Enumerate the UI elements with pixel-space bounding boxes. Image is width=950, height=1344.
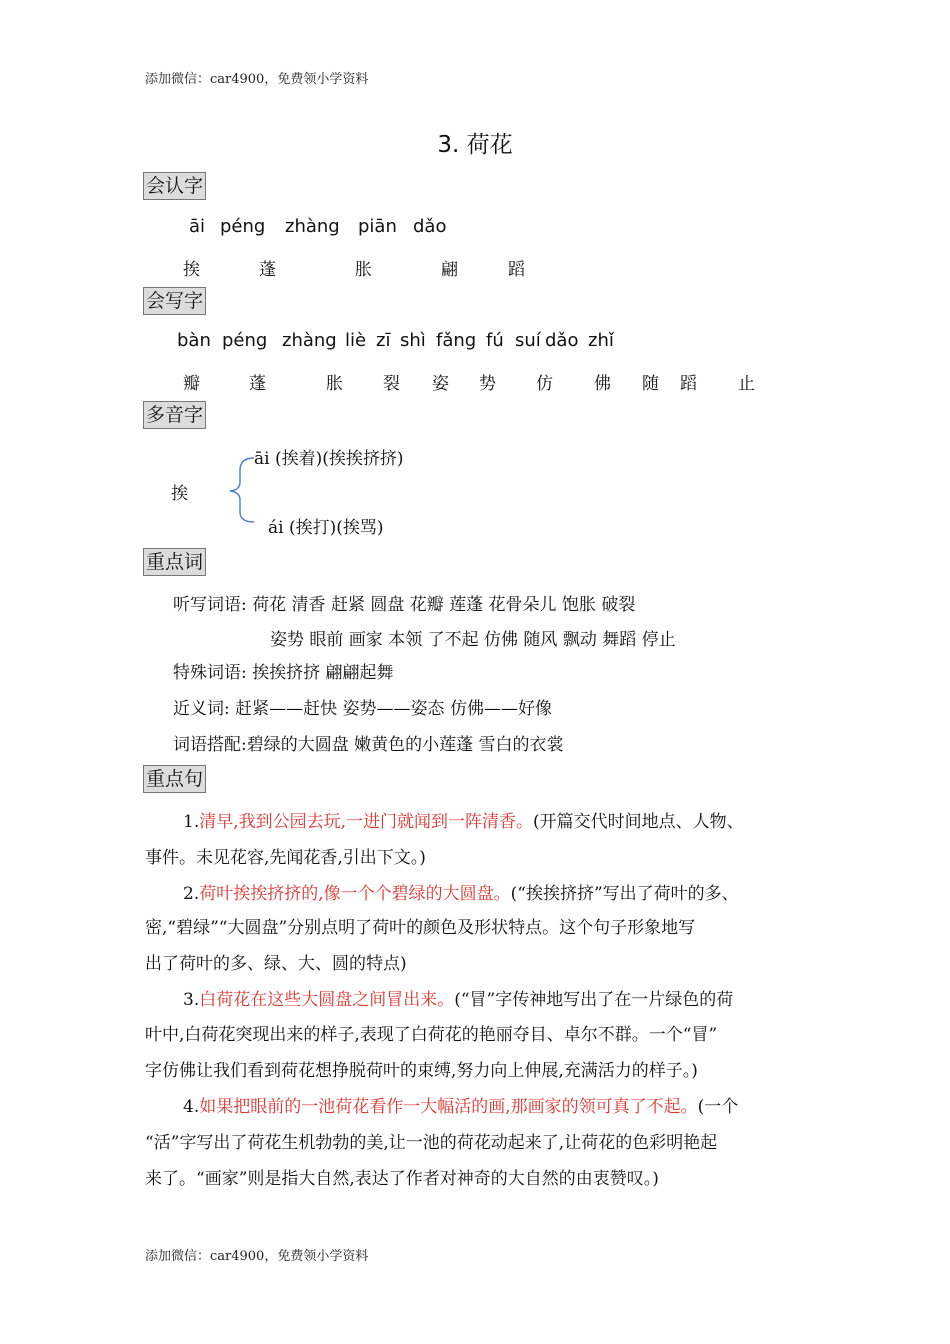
polyphone-reading-1: āi (挨着)(挨挨挤挤) [254,449,404,469]
sentence-4-note-line-2: 来了。“画家”则是指大自然,表达了作者对神奇的大自然的由衷赞叹。) [145,1169,659,1189]
write-char-11: 止 [738,374,755,394]
key-sentence-2 [183,879,739,904]
sentence-number: 1. [183,812,200,832]
write-char-3: 胀 [326,374,343,394]
sentence-number: 3. [183,990,200,1010]
sentence-4-note-line-1: “活”字写出了荷花生机勃勃的美,让一池的荷花动起来了,让荷花的色彩明艳起 [145,1133,718,1153]
footer-note: 添加微信：car4900，免费领小学资料 [145,1249,369,1264]
sentence-note: (“挨挨挤挤”写出了荷叶的多、 [510,884,739,904]
key-sentence-1 [183,807,744,832]
write-char-1: 瓣 [183,374,200,394]
recognize-pinyin-4: piān [358,216,397,237]
page-title: 3. 荷花 [437,132,513,158]
recognize-char-2: 蓬 [259,260,276,280]
section-write: 会写字 [143,287,206,315]
write-char-6: 势 [479,374,496,394]
key-sentence-4 [183,1092,738,1117]
write-pinyin-2: péng [222,330,268,351]
write-pinyin-10: dǎo [545,330,579,351]
write-char-10: 蹈 [680,374,697,394]
sentence-number: 2. [183,884,200,904]
recognize-pinyin-1: āi [189,216,206,237]
sentence-2-note-line-1: 密,“碧绿”“大圆盘”分别点明了荷叶的颜色及形状特点。这个句子形象地写 [145,918,696,938]
header-note: 添加微信：car4900，免费领小学资料 [145,72,369,87]
write-char-8: 佛 [594,374,611,394]
sentence-text: 清早,我到公园去玩,一进门就闻到一阵清香。 [199,812,534,832]
sentence-number: 4. [183,1097,200,1117]
write-pinyin-9: suí [515,330,541,351]
section-key-sentences: 重点句 [143,765,206,793]
sentence-1-note-line: 事件。未见花容,先闻花香,引出下文。) [145,848,426,868]
recognize-char-4: 翩 [441,260,458,280]
sentence-3-note-line-2: 字仿佛让我们看到荷花想挣脱荷叶的束缚,努力向上伸展,充满活力的样子。) [145,1061,698,1081]
sentence-2-note-line-2: 出了荷叶的多、绿、大、圆的特点) [145,954,407,974]
write-char-7: 仿 [536,374,553,394]
recognize-char-5: 蹈 [508,260,525,280]
dictation-line-1: 听写词语: 荷花 清香 赶紧 圆盘 花瓣 莲蓬 花骨朵儿 饱胀 破裂 [173,595,636,615]
sentence-note: (开篇交代时间地点、人物、 [533,812,744,832]
polyphone-reading-2: ái (挨打)(挨骂) [268,518,384,538]
write-pinyin-4: liè [345,330,367,351]
dictation-line-2: 姿势 眼前 画家 本领 了不起 仿佛 随风 飘动 舞蹈 停止 [270,630,676,650]
recognize-char-1: 挨 [183,260,200,280]
section-polyphone: 多音字 [143,401,206,429]
write-pinyin-11: zhǐ [588,330,614,351]
write-pinyin-5: zī [376,330,391,351]
recognize-pinyin-3: zhàng [285,216,340,237]
special-words: 特殊词语: 挨挨挤挤 翩翩起舞 [173,663,394,683]
write-pinyin-6: shì [400,330,426,351]
write-pinyin-1: bàn [177,330,211,351]
write-char-5: 姿 [432,374,449,394]
section-recognize: 会认字 [143,172,206,200]
section-key-words: 重点词 [143,548,206,576]
write-char-4: 裂 [383,374,400,394]
key-sentence-3 [183,985,733,1010]
recognize-pinyin-2: péng [220,216,266,237]
sentence-note: (“冒”字传神地写出了在一片绿色的荷 [454,990,734,1010]
recognize-char-3: 胀 [355,260,372,280]
sentence-text: 荷叶挨挨挤挤的,像一个个碧绿的大圆盘。 [199,884,511,904]
write-pinyin-3: zhàng [282,330,337,351]
recognize-pinyin-5: dǎo [413,216,447,237]
write-char-2: 蓬 [249,374,266,394]
sentence-text: 如果把眼前的一池荷花看作一大幅活的画,那画家的领可真了不起。 [199,1097,698,1117]
synonyms: 近义词: 赶紧——赶快 姿势——姿态 仿佛——好像 [173,699,552,719]
write-char-9: 随 [642,374,659,394]
sentence-text: 白荷花在这些大圆盘之间冒出来。 [199,990,455,1010]
write-pinyin-8: fú [486,330,504,351]
sentence-3-note-line-1: 叶中,白荷花突现出来的样子,表现了白荷花的艳丽夺目、卓尔不群。一个“冒” [145,1025,718,1045]
collocation: 词语搭配:碧绿的大圆盘 嫩黄色的小莲蓬 雪白的衣裳 [173,735,564,755]
sentence-note: (一个 [697,1097,739,1117]
polyphone-char: 挨 [171,484,188,504]
write-pinyin-7: fǎng [436,330,477,351]
